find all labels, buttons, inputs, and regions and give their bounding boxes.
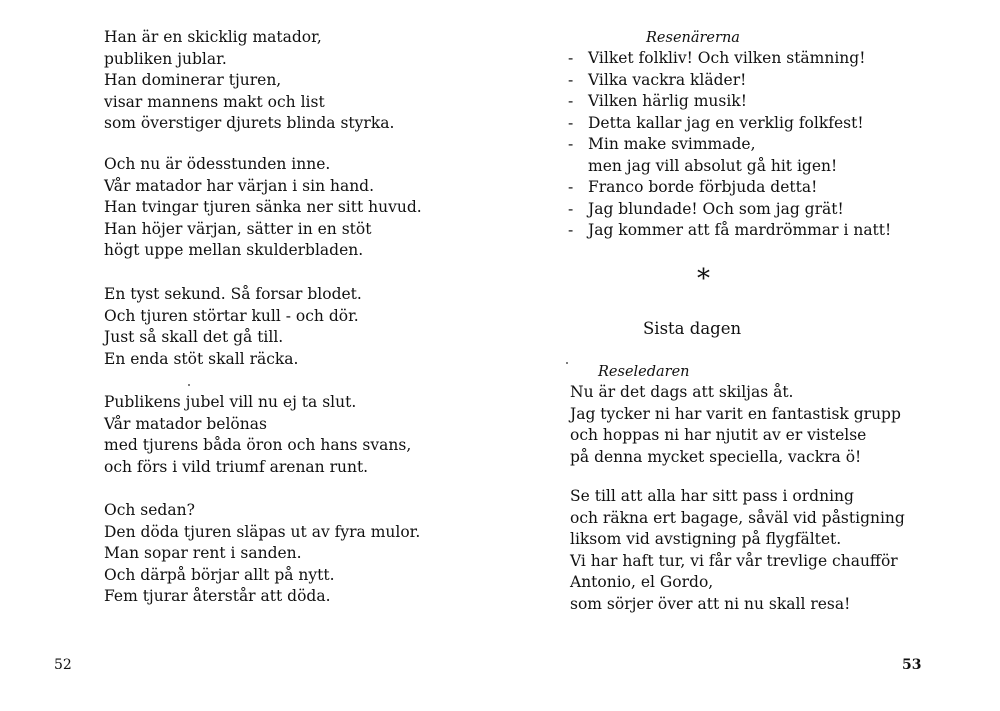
dialogue-text: Franco borde förbjuda detta! bbox=[588, 178, 818, 196]
dialogue-dash: - bbox=[568, 221, 574, 239]
poem-line: En tyst sekund. Så forsar blodet. bbox=[104, 285, 362, 303]
poem-line: Han tvingar tjuren sänka ner sitt huvud. bbox=[104, 198, 422, 216]
poem-line: Vår matador belönas bbox=[104, 414, 267, 433]
dialogue-text: Vilka vackra kläder! bbox=[588, 70, 747, 89]
paper-speck bbox=[566, 362, 568, 364]
dialogue-line bbox=[568, 91, 891, 113]
dialogue-dash: - bbox=[568, 199, 574, 218]
section-title: Sista dagen bbox=[643, 319, 742, 338]
poem-line: Han höjer värjan, sätter in en stöt bbox=[104, 219, 372, 238]
poem-line: och hoppas ni har njutit av er vistelse bbox=[570, 426, 867, 444]
dialogue-line bbox=[568, 134, 891, 156]
poem-line: Man sopar rent i sanden. bbox=[104, 544, 302, 562]
poem-line: som sörjer över att ni nu skall resa! bbox=[570, 594, 851, 613]
page-number-right: 53 bbox=[902, 657, 922, 673]
dialogue-dash: - bbox=[568, 113, 574, 132]
poem-line: En enda stöt skall räcka. bbox=[104, 349, 299, 368]
guide-stanza-1 bbox=[570, 382, 901, 468]
left-stanza-5 bbox=[104, 500, 420, 608]
section-separator: * bbox=[697, 264, 710, 294]
dialogue-text: Vilken härlig musik! bbox=[588, 92, 747, 110]
poem-line: Den döda tjuren släpas ut av fyra mulor. bbox=[104, 522, 421, 541]
dialogue-line bbox=[568, 48, 891, 70]
poem-line: visar mannens makt och list bbox=[104, 92, 325, 111]
poem-line: Vår matador har värjan i sin hand. bbox=[104, 176, 375, 195]
dialogue-text: Jag kommer att få mardrömmar i natt! bbox=[588, 221, 892, 239]
poem-line: Vi har haft tur, vi får vår trevlige chaufför bbox=[570, 551, 898, 570]
right-page bbox=[500, 0, 1000, 711]
poem-line: som överstiger djurets blinda styrka. bbox=[104, 114, 395, 132]
poem-line: Se till att alla har sitt pass i ordning bbox=[570, 487, 854, 505]
paper-speck bbox=[188, 384, 190, 386]
poem-line: liksom vid avstigning på flygfältet. bbox=[570, 530, 842, 548]
dialogue-dash: - bbox=[568, 178, 574, 196]
poem-line: Jag tycker ni har varit en fantastisk grupp bbox=[570, 404, 901, 423]
left-stanza-3 bbox=[104, 284, 362, 370]
poem-line: Och därpå börjar allt på nytt. bbox=[104, 565, 335, 584]
page-number-left: 52 bbox=[54, 657, 72, 673]
dialogue-dash: - bbox=[568, 135, 574, 153]
poem-line: Nu är det dags att skiljas åt. bbox=[570, 383, 794, 401]
poem-line: på denna mycket speciella, vackra ö! bbox=[570, 447, 862, 466]
guide-stanza-2 bbox=[570, 486, 905, 615]
poem-line: Och nu är ödesstunden inne. bbox=[104, 155, 331, 173]
speaker-resenarerna: Resenärerna bbox=[646, 30, 740, 46]
poem-line: med tjurens båda öron och hans svans, bbox=[104, 436, 412, 454]
speaker-reseledaren: Reseledaren bbox=[598, 364, 690, 380]
dialogue-line bbox=[568, 156, 891, 178]
dialogue-dash: - bbox=[568, 92, 574, 110]
left-stanza-1 bbox=[104, 27, 394, 135]
poem-line: Och sedan? bbox=[104, 501, 195, 519]
dialogue-line bbox=[568, 113, 891, 135]
dialogue-text: men jag vill absolut gå hit igen! bbox=[588, 156, 838, 175]
left-stanza-4 bbox=[104, 392, 411, 478]
poem-line: och förs i vild triumf arenan runt. bbox=[104, 457, 369, 476]
dialogue-text: Vilket folkliv! Och vilken stämning! bbox=[588, 49, 866, 67]
dialogue-text: Detta kallar jag en verklig folkfest! bbox=[588, 113, 864, 132]
dialogue-line bbox=[568, 70, 891, 92]
dialogue-text: Jag blundade! Och som jag grät! bbox=[588, 199, 844, 218]
poem-line: Han dominerar tjuren, bbox=[104, 71, 282, 89]
poem-line: och räkna ert bagage, såväl vid påstigning bbox=[570, 508, 905, 527]
travellers-dialogue bbox=[568, 48, 891, 242]
dialogue-line bbox=[568, 177, 891, 199]
left-stanza-2 bbox=[104, 154, 422, 262]
dialogue-text: Min make svimmade, bbox=[588, 135, 756, 153]
poem-line: publiken jublar. bbox=[104, 49, 227, 68]
dialogue-line bbox=[568, 199, 891, 221]
dialogue-line bbox=[568, 220, 891, 242]
poem-line: Han är en skicklig matador, bbox=[104, 28, 322, 46]
poem-line: Just så skall det gå till. bbox=[104, 328, 284, 346]
dialogue-dash: - bbox=[568, 49, 574, 67]
poem-line: Antonio, el Gordo, bbox=[570, 573, 714, 591]
poem-line: Fem tjurar återstår att döda. bbox=[104, 587, 331, 605]
poem-line: högt uppe mellan skulderbladen. bbox=[104, 241, 364, 259]
dialogue-dash: - bbox=[568, 70, 574, 89]
poem-line: Publikens jubel vill nu ej ta slut. bbox=[104, 393, 357, 411]
poem-line: Och tjuren störtar kull - och dör. bbox=[104, 306, 359, 325]
